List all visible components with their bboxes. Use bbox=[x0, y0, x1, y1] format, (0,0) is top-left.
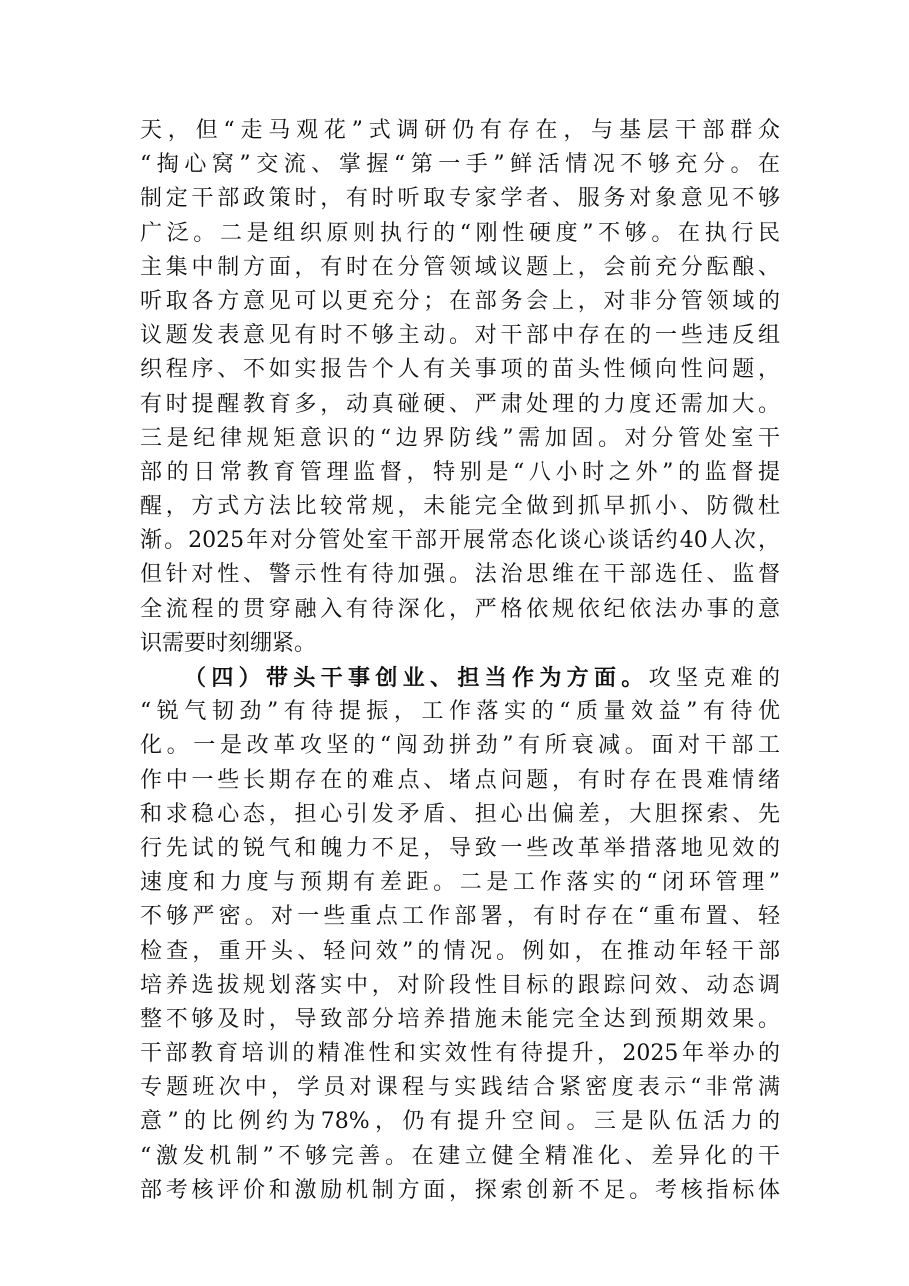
text-line: 识需要时刻绷紧。 bbox=[140, 630, 317, 656]
text-line: 议题发表意见有时不够主动。对干部中存在的一些违反组 bbox=[140, 323, 780, 349]
text-line: “锐气韧劲”有待提振，工作落实的“质量效益”有待优 bbox=[140, 699, 780, 725]
text-line: 行先试的锐气和魄力不足，导致一些改革举措落地见效的 bbox=[140, 835, 780, 861]
text-line: 广泛。二是组织原则执行的“刚性硬度”不够。在执行民 bbox=[140, 220, 780, 246]
text-line: 部考核评价和激励机制方面，探索创新不足。考核指标体 bbox=[140, 1177, 780, 1203]
text-line: 干部教育培训的精准性和实效性有待提升，2025年举办的 bbox=[140, 1041, 780, 1067]
text-line: “掏心窝”交流、掌握“第一手”鲜活情况不够充分。在 bbox=[140, 152, 780, 178]
text-line: 部的日常教育管理监督，特别是“八小时之外”的监督提 bbox=[140, 459, 780, 485]
text-line: 和求稳心态，担心引发矛盾、担心出偏差，大胆探索、先 bbox=[140, 801, 780, 827]
text-line: 制定干部政策时，有时听取专家学者、服务对象意见不够 bbox=[140, 186, 780, 212]
text-line: 醒，方式方法比较常规，未能完全做到抓早抓小、防微杜 bbox=[140, 494, 780, 520]
document-body bbox=[140, 114, 780, 1208]
text-line: 有时提醒教育多，动真碰硬、严肃处理的力度还需加大。 bbox=[140, 391, 780, 417]
text-line: 整不够及时，导致部分培养措施未能完全达到预期效果。 bbox=[140, 1006, 780, 1032]
section-4-first-line bbox=[140, 661, 780, 695]
text-line: 渐。2025年对分管处室干部开展常态化谈心谈话约40人次， bbox=[140, 528, 780, 554]
text-line: 作中一些长期存在的难点、堵点问题，有时存在畏难情绪 bbox=[140, 767, 780, 793]
text-line: 听取各方意见可以更充分；在部务会上，对非分管领域的 bbox=[140, 288, 780, 314]
text-line: 培养选拔规划落实中，对阶段性目标的跟踪问效、动态调 bbox=[140, 972, 780, 998]
section-4-heading: （四）带头干事创业、担当作为方面。 bbox=[184, 665, 649, 691]
section-4-first-line-text: 攻坚克难的 bbox=[648, 666, 780, 691]
text-line: 检查，重开头、轻问效”的情况。例如，在推动年轻干部 bbox=[140, 938, 780, 964]
text-line: 主集中制方面，有时在分管领域议题上，会前充分酝酿、 bbox=[140, 254, 780, 280]
text-line: 全流程的贯穿融入有待深化，严格依规依纪依法办事的意 bbox=[140, 596, 780, 622]
text-line: 天，但“走马观花”式调研仍有存在，与基层干部群众 bbox=[140, 118, 780, 143]
text-line: 不够严密。对一些重点工作部署，有时存在“重布置、轻 bbox=[140, 904, 780, 930]
text-line: 意”的比例约为78%，仍有提升空间。三是队伍活力的 bbox=[140, 1109, 780, 1135]
text-line: “激发机制”不够完善。在建立健全精准化、差异化的干 bbox=[140, 1143, 780, 1169]
text-line: 专题班次中，学员对课程与实践结合紧密度表示“非常满 bbox=[140, 1075, 780, 1101]
text-line: 但针对性、警示性有待加强。法治思维在干部选任、监督 bbox=[140, 562, 780, 588]
text-line: 织程序、不如实报告个人有关事项的苗头性倾向性问题， bbox=[140, 357, 780, 383]
text-line: 化。一是改革攻坚的“闯劲拼劲”有所衰减。面对干部工 bbox=[140, 733, 780, 759]
text-line: 三是纪律规矩意识的“边界防线”需加固。对分管处室干 bbox=[140, 425, 780, 451]
text-line: 速度和力度与预期有差距。二是工作落实的“闭环管理” bbox=[140, 870, 780, 896]
